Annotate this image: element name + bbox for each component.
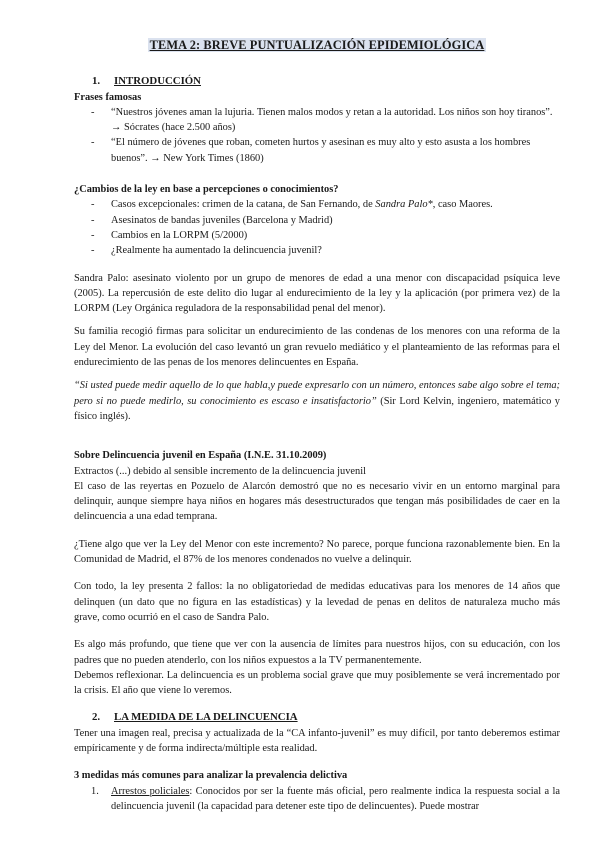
page-title (74, 38, 560, 53)
cambios-list (74, 197, 560, 258)
list-item: - “Nuestros jóvenes aman la lujuria. Tienen malos modos y retan a la autoridad. Los niños son hoy tiranos”. → Sócrates (hace 2.500 años) (74, 105, 560, 136)
section-2-number: 2. (92, 711, 101, 724)
medidas-heading: 3 medidas más comunes para analizar la prevalencia delictiva (74, 770, 348, 782)
sobre-line-2: El caso de las reyertas en Pozuelo de Alarcón demostró que no es necesario vivir en un entorno marginal para delinquir, aunque siempre haya niños en hogares más desestructurados que tengan más posibilidades de caer en la delincuencia a una edad temprana. (74, 480, 560, 523)
paragraph-reflexionar: Debemos reflexionar. La delincuencia es un problema social grave que muy posiblemente se verá incrementado por la crisis. El año que viene lo veremos. (74, 669, 560, 697)
paragraph-familia: Su familia recogió firmas para solicitar un endurecimiento de las condenas de los menores con una reforma de la Ley del Menor. La evolución del caso levantó un gran revuelo mediático y el planteamiento de las reformas para el endurecimiento de las penas de los menores delincuentes en España. (74, 326, 560, 369)
cambios-heading: ¿Cambios de la ley en base a percepciones o conocimientos? (74, 184, 339, 196)
section-2-heading (74, 710, 560, 725)
paragraph-ley-menor: ¿Tiene algo que ver la Ley del Menor con este incremento? No parece, porque funciona razonablemente bien. En la Comunidad de Madrid, el 87% de los menores condenados no vuelve a delinquir. (74, 538, 560, 566)
frases-heading: Frases famosas (74, 91, 142, 103)
paragraph-fallos: Con todo, la ley presenta 2 fallos: la no obligatoriedad de medidas educativas para los menores de 14 años que delinquen (un dato que no figura en las estadísticas) y la levedad de penas en delitos de naturaleza mucho más grave, como ocurrió en el caso de Sandra Palo. (74, 581, 560, 623)
medidas-list (74, 784, 560, 815)
list-item: - ¿Realmente ha aumentado la delincuencia juvenil? (74, 243, 560, 258)
paragraph-sandra-palo: Sandra Palo: asesinato violento por un grupo de menores de edad a una menor con discapacidad psíquica leve (2005). La repercusión de este delito dio lugar al endurecimiento de la ley y la aplicación (por primera vez) de la LORPM (Ley Orgánica reguladora de la responsabilidad penal del menor). (74, 272, 560, 315)
section-1-label: INTRODUCCIÓN (114, 75, 201, 88)
list-item: - Cambios en la LORPM (5/2000) (74, 228, 560, 243)
list-item: - Casos excepcionales: crimen de la catana, de San Fernando, de Sandra Palo*, caso Maores. (74, 197, 560, 212)
document-page (74, 38, 560, 814)
frases-list (74, 105, 560, 166)
list-item: - “El número de jóvenes que roban, cometen hurtos y asesinan es muy alto y esto asusta a los hombres buenos”. → New York Times (1860) (74, 135, 560, 166)
section-1-heading (74, 74, 560, 89)
list-item: 1. Arrestos policiales: Conocidos por ser la fuente más oficial, pero realmente indica la respuesta social a la delincuencia juvenil (la capacidad para detener este tipo de delincuentes). Puede mostrar (91, 785, 560, 812)
sobre-line-1: Extractos (...) debido al sensible incremento de la delincuencia juvenil (74, 465, 366, 477)
section-1-number: 1. (92, 75, 101, 88)
section-2-label: LA MEDIDA DE LA DELINCUENCIA (114, 711, 298, 724)
sobre-heading: Sobre Delincuencia juvenil en España (I.N.E. 31.10.2009) (74, 450, 327, 462)
title-text: TEMA 2: BREVE PUNTUALIZACIÓN EPIDEMIOLÓGICA (149, 38, 485, 52)
paragraph-imagen-real: Tener una imagen real, precisa y actualizada de la “CA infanto-juvenil” es muy difícil, por tanto deberemos estimar empíricamente y de forma indirecta/múltiple esta realidad. (74, 727, 560, 754)
list-item: - Asesinatos de bandas juveniles (Barcelona y Madrid) (74, 213, 560, 228)
kelvin-quote: “Si usted puede medir aquello de lo que habla,y puede expresarlo con un número, entonces sabe algo sobre el tema; pero si no puede medirlo, su conocimiento es escaso e insatisfactorio” (Sir Lord Kelvin, ingeniero, matemático y físico inglés). (74, 380, 560, 422)
paragraph-profundo: Es algo más profundo, que tiene que ver con la ausencia de límites para nuestros hijos, con su educación, con los padres que no pueden atenderlo, con los niños expuestos a la TV permanentemente. (74, 639, 560, 666)
